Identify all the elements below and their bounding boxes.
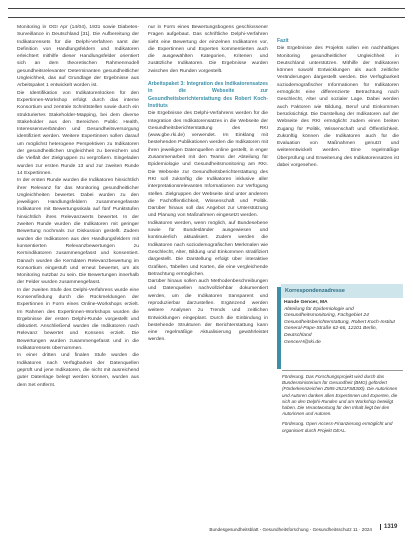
paragraph: Die Ergebnisse des Projekts sollen ein nachhaltiges Monitoring gesundheitlicher Ungleichheit in Deutschland unterstützen. Mithilfe der Indikatoren können sowohl Entwicklungen als auch zeitliche Veränderungen dargestellt werden. Die Verfügbarkeit soziodemografischer Informationen für Indikatoren ermöglicht eine differenzierte Betrachtung nach Geschlecht, Alter und sozialer Lage. Dabei werden auch Faktoren wie Bildung, Beruf und Einkommen berücksichtigt. Die Darstellung der Indikatoren auf der Webseite des RKI ermöglicht zudem einen breiten Zugang für Politik, Wissenschaft und Öffentlichkeit. Zukünftig können die Indikatoren auch für die Evaluation von Maßnahmen genutzt und weiterentwickelt werden. Eine regelmäßige Überprüfung und Erweiterung des Indikatorensatzes ist dabei vorgesehen. bbox=[277, 46, 399, 169]
paragraph: In der ersten Runde wurden die Indikatoren hinsichtlich ihrer Relevanz für das Monitoring gesundheitlicher Ungleichheiten bewertet. Dabei wurden zu den jeweiligen Handlungsfeldern zusammengefasste Indikatoren mit Bewertungsskala auf fünf Punktstufen hinsichtlich ihres Relevanzwerts bewertet. In der zweiten Runde wurden die Indikatoren mit geringer Bewertung nochmals zur Diskussion gestellt. Zudem wurden die Indikatoren aus den Handlungsfeldern mit konsentierten Relevanzbewertungen zu Kernindikatoren zusammengefasst und konsentiert. Danach wurden die Kerndaten Relevanzbewertung im Konsortium eingestuft und erneut bewertet, um als Monitoring nutzbar zu sein. Die Bewertungen innerhalb der Felder wurden zusammengefasst. bbox=[17, 178, 139, 286]
funding-text: Förderung. Das Forschungsprojekt wird durch das Bundesministerium für Gesundheit (BMG) gefördert (Förderkennzeichen ZMI5-2521FSB300). Die Autorinnen und Autoren danken allen Expertinnen und Experten, die sich an den Delphi-Runden und am Workshop beteiligt haben. Die Verantwortung für den Inhalt liegt bei den Autorinnen und Autoren. bbox=[282, 374, 398, 417]
address-line: Abteilung für Epidemiologie und Gesundheitsmonitoring, Fachgebiet 24 Gesundheitsberichterstattung, Robert Koch-Institut bbox=[284, 306, 395, 325]
paragraph: In einer dritten und finalen Stufe wurden die Indikatoren nach Verfügbarkeit der Datenquellen geprüft und jene Indikatoren, die nicht mit ausreichend guter Datenlage belegt werden können, wurden aus dem Set entfernt. bbox=[17, 353, 139, 388]
header-rule bbox=[8, 8, 405, 18]
paragraph: Die Identifikation von Indikatorenlücken für den Expertinnen-Workshop erfolgt durch das interne Konsortium und zentrale Schnittstellen sowie durch ein strukturiertes Stakeholder-Mapping, bei dem diverse Stakeholder aus den Bereichen Public Health, Interessensverbänden und Gesundheitsversorgung identifiziert werden. Weitere Expertinnen sollen darauf um möglichst heterogene Perspektiven zu Indikatoren der gesundheitlichen Ungleichheit zu bereichern und die Vielfalt der Zielgruppen zu vergrößern. Eingeladen wurden zur ersten Runde 13 und zur zweiten Runde 14 Expertinnen. bbox=[17, 90, 139, 176]
funding-text: Förderung. Open Access-Finanzierung ermöglicht und organisiert durch Projekt DEAL. bbox=[282, 421, 393, 433]
author-name: Hande Gencer, MA bbox=[284, 300, 328, 305]
funding-note bbox=[282, 370, 403, 434]
paragraph: Darüber hinaus sollen auch Methodenbeschreibungen und Datenquellen nachvollziehbar dokumentiert werden, um die Indikatoren transparent und reproduzierbar darzustellen. Ergänzend werden weitere Analysen zu Trends und zeitlichen Entwicklungen eingeplant. Durch die Einbindung in bestehende Strukturen der Berichterstattung kann eine regelmäßige Aktualisierung gewährleistet werden. bbox=[148, 279, 268, 343]
column-left bbox=[17, 24, 139, 389]
paragraph: nur in Form eines Bewertungsbogens geschlossener Fragen aufgebaut. Das schriftliche Delphi-Verfahren sieht eine Bewertung der einzelnen Indikatoren vor, die Expertinnen und Experten kommentierten auch die ausgewählten Kategorien, Kriterien und zusätzliche Indikatoren. Die Ergebnisse wurden zwischen den Runden vorgestellt. bbox=[148, 25, 268, 74]
section-heading: Arbeitspaket 3: Integration des Indikatorensatzes in die Webseite zur Gesundheitsberichterstattung des Robert Koch-Instituts bbox=[148, 81, 268, 109]
paragraph: Monitoring in OGI Apr (14/04), 1931 sowie Diabetes-Surveillance in Deutschland [31]. Die Aufbereitung der Indikatorensets für die Delphi-Verfahren samt der Definition von Handlungsfeldern und Indikatoren erleichtert mithilfe dieser Handlungsfelder orientiert sich an dem theoretischen Rahmenmodell gesundheitsrelevanter Determinanten gesundheitlicher Ungleichheit, das auf Grundlage der Ergebnisse aus Arbeitspaket 1 entwickelt worden ist. bbox=[17, 25, 139, 89]
address-heading: Korrespondenzadresse bbox=[285, 288, 345, 294]
section-heading: Fazit bbox=[277, 38, 289, 44]
address-accent-bar bbox=[277, 287, 281, 369]
paragraph: Die Ergebnisse des Delphi-Verfahrens werden für die Integration des Indikatorensatzes in die Webseite der Gesundheitsberichterstattung des RKI (www.gbe.rki.de) verwendet. Im Einklang mit bestehenden Publikationen werden die Indikatoren mit ihren jeweiligen Datenquellen online gestellt, in enger Zusammenarbeit mit den Teams der Abteilung für Epidemiologie und Gesundheitsmonitoring am RKI. Die Webseite zur Gesundheitsberichterstattung des RKI soll zukünftig die Indikatoren inklusive aller interpretationsrelevanten Informationen zur Verfügung stellen. Zielgruppen der Webseite sind unter anderem die Fachöffentlichkeit, Wissenschaft und Politik. Darüber hinaus soll das Angebot zur Unterstützung und Planung von Maßnahmen eingesetzt werden. bbox=[148, 111, 268, 219]
column-right bbox=[277, 24, 399, 279]
paragraph: In der zweiten Stufe des Delphi-Verfahrens wurde eine Konsensfindung durch die Rückmeldungen der Expertinnen in Form eines Online-Workshops erzielt. Im Rahmen des Expertinnen-Workshops wurden die Ergebnisse der ersten Delphi-Runde vorgestellt und diskutiert. Anschließend wurden die Indikatoren nach Relevanz bewertet und Konsens erzielt. Die Bewertungen wurden zusammengefasst und in die Indikatorensets übernommen. bbox=[17, 287, 139, 352]
journal-footer: Bundesgesundheitsblatt - Gesundheitsforschung - Gesundheitsschutz 11 · 2024 bbox=[209, 527, 372, 532]
address-line: General-Pape-Straße 62-66, 12101 Berlin, Deutschland bbox=[284, 326, 378, 338]
page-number: 1319 bbox=[380, 524, 397, 530]
email-link[interactable]: GencerH@rki.de bbox=[284, 339, 321, 345]
column-middle bbox=[148, 24, 268, 344]
address-block bbox=[284, 300, 400, 346]
paragraph: Indikatoren werden, wenn möglich, auf Bundesebene sowie für Bundesländer ausgewiesen und kontinuierlich aktualisiert. Zudem werden die Indikatoren nach soziodemografischen Merkmalen wie Geschlecht, Alter, Bildung und Einkommen stratifiziert dargestellt. Die Darstellung erfolgt über interaktive Grafiken, Tabellen und Karten, die eine vergleichende Betrachtung ermöglichen. bbox=[148, 220, 268, 277]
address-heading-box bbox=[281, 284, 403, 298]
